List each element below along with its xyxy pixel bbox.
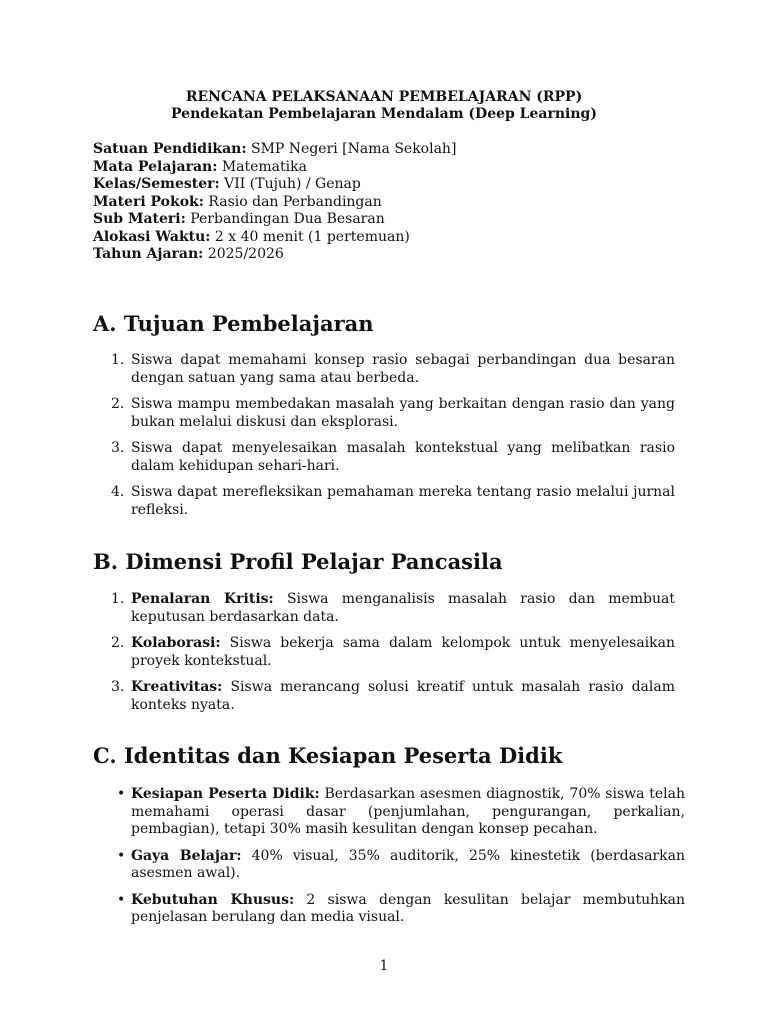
section-heading-tujuan: A. Tujuan Pembelajaran: [93, 311, 374, 336]
meta-value: SMP Negeri [Nama Sekolah]: [250, 141, 457, 157]
meta-row-kelas: [93, 176, 675, 194]
list-item: [93, 396, 675, 431]
list-item-label: Kesiapan Peserta Didik:: [131, 786, 320, 802]
meta-label: Sub Materi:: [93, 211, 186, 227]
list-item-label: Kreativitas:: [131, 679, 223, 695]
meta-label: Tahun Ajaran:: [93, 246, 204, 262]
meta-row-materi: [93, 194, 675, 212]
meta-value: 2 x 40 menit (1 pertemuan): [214, 228, 410, 245]
list-item-text: Siswa merancang solusi kreatif untuk masalah rasio dalam konteks nyata.: [131, 679, 675, 713]
page-number: 1: [379, 958, 389, 974]
meta-label: Mata Pelajaran:: [93, 158, 218, 175]
list-number: 1.: [111, 591, 125, 607]
meta-label: Satuan Pendidikan:: [93, 141, 247, 157]
list-item-text: Berdasarkan asesmen diagnostik, 70% siswa telah memahami operasi dasar (penjumlahan, pengurangan, perkalian, pembagian), tetapi 30% masih kesulitan dengan konsep pecahan.: [131, 786, 685, 837]
list-number: 2.: [111, 396, 125, 412]
bullet-icon: •: [117, 847, 126, 864]
list-item: [93, 484, 675, 519]
list-item: [93, 440, 675, 475]
meta-row-satuan: [93, 141, 675, 159]
meta-row-alokasi: [93, 229, 675, 247]
section-heading-identitas: C. Identitas dan Kesiapan Peserta Didik: [93, 743, 563, 768]
list-item-text: Siswa dapat merefleksikan pemahaman mereka tentang rasio melalui jurnal refleksi.: [131, 484, 675, 518]
meta-label: Alokasi Waktu:: [93, 228, 211, 245]
meta-value: Matematika: [221, 158, 307, 175]
list-item-text: Siswa menganalisis masalah rasio dan membuat keputusan berdasarkan data.: [131, 591, 675, 625]
list-item-label: Kebutuhan Khusus:: [131, 891, 295, 908]
list-number: 3.: [111, 679, 125, 695]
list-number: 1.: [111, 352, 125, 368]
list-item-text: 40% visual, 35% auditorik, 25% kinestetik (berdasarkan asesmen awal).: [131, 847, 685, 881]
meta-row-tahun: [93, 246, 675, 264]
list-item-text: Siswa mampu membedakan masalah yang berkaitan dengan rasio dan yang bukan melalui diskusi dan eksplorasi.: [131, 396, 675, 430]
list-item: [93, 352, 675, 387]
objectives-list: [93, 352, 675, 528]
meta-row-submateri: [93, 211, 675, 229]
list-item-text: Siswa bekerja sama dalam kelompok untuk menyelesaikan proyek kontekstual.: [131, 635, 675, 669]
list-item-text: Siswa dapat memahami konsep rasio sebagai perbandingan dua besaran dengan satuan yang sama atau berbeda.: [131, 352, 675, 386]
list-item-label: Kolaborasi:: [131, 635, 221, 651]
list-number: 3.: [111, 440, 125, 456]
document-subtitle: Pendekatan Pembelajaran Mendalam (Deep Learning): [171, 106, 597, 122]
learner-readiness-list: [93, 786, 685, 936]
list-item: [93, 848, 685, 883]
list-item: [93, 892, 685, 927]
bullet-icon: •: [117, 891, 126, 908]
meta-label: Materi Pokok:: [93, 193, 204, 210]
list-item: [93, 635, 675, 670]
list-number: 4.: [111, 484, 125, 500]
document-title: RENCANA PELAKSANAAN PEMBELAJARAN (RPP): [185, 89, 583, 105]
meta-value: Perbandingan Dua Besaran: [190, 211, 385, 227]
meta-label: Kelas/Semester:: [93, 176, 220, 192]
section-heading-profil: B. Dimensi Profil Pelajar Pancasila: [93, 549, 503, 574]
profile-dimensions-list: [93, 591, 675, 723]
list-item-label: Gaya Belajar:: [131, 847, 242, 864]
list-number: 2.: [111, 635, 125, 651]
list-item-label: Penalaran Kritis:: [131, 591, 274, 607]
bullet-icon: •: [117, 786, 126, 802]
list-item: [93, 679, 675, 714]
meta-row-mapel: [93, 159, 675, 177]
list-item-text: 2 siswa dengan kesulitan belajar membutuhkan penjelasan berulang dan media visual.: [131, 891, 686, 925]
meta-value: VII (Tujuh) / Genap: [224, 176, 361, 192]
identity-block: [93, 141, 675, 264]
list-item: [93, 591, 675, 626]
list-item: [93, 786, 685, 839]
list-item-text: Siswa dapat menyelesaikan masalah kontekstual yang melibatkan rasio dalam kehidupan sehari-hari.: [131, 440, 675, 474]
meta-value: Rasio dan Perbandingan: [208, 193, 382, 210]
meta-value: 2025/2026: [207, 246, 284, 262]
